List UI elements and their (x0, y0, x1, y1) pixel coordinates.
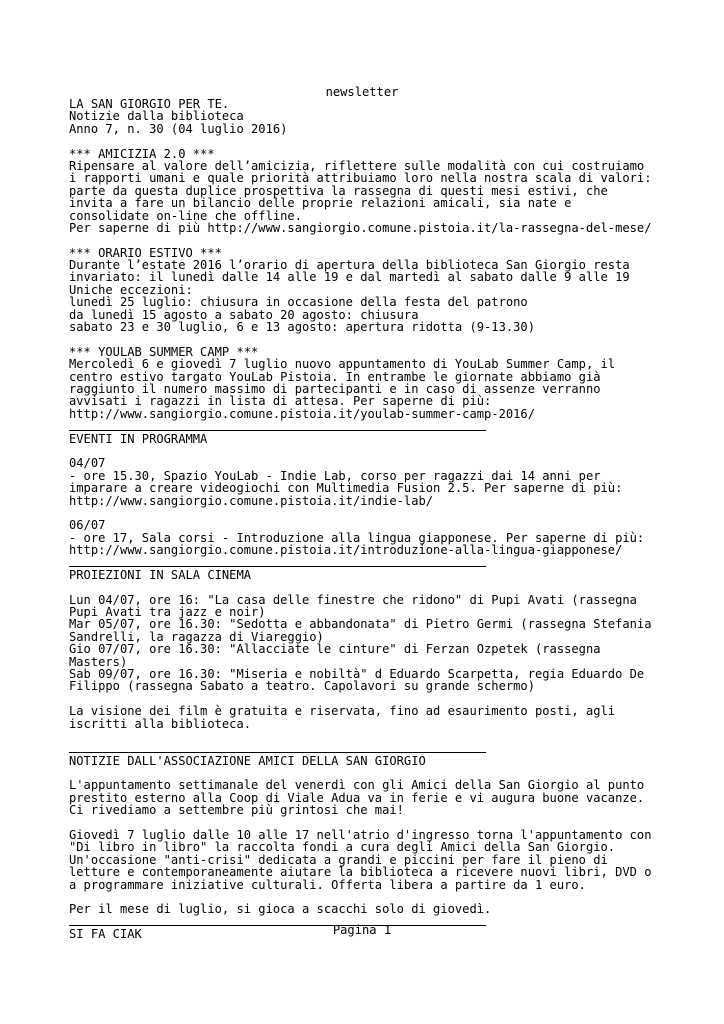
orario-line: da lunedì 15 agosto a sabato 20 agosto: chiusura (69, 307, 419, 322)
youlab-line: centro estivo targato YouLab Pistoia. In entrambe le giornate abbiamo già (69, 369, 601, 384)
event-date: 04/07 (69, 456, 106, 471)
cinema-line: Sandrelli, la ragazza di Viareggio) (69, 629, 324, 644)
section-divider (69, 742, 719, 754)
amicizia-line: parte da questa duplice prospettiva la rassegna di questi mesi estivi, che (69, 183, 608, 198)
amicizia-line: i rapporti umani e quale priorità attribuiamo loro nella nostra scala di valori: (69, 171, 652, 186)
section-title-youlab: *** YOULAB SUMMER CAMP *** (69, 344, 259, 359)
newsletter-subtitle: Notizie dalla biblioteca (69, 109, 244, 124)
event-line: - ore 15.30, Spazio YouLab - Indie Lab, corso per ragazzi dai 14 anni per (69, 468, 601, 483)
youlab-line: Mercoledì 6 e giovedì 7 luglio nuovo appuntamento di YouLab Summer Camp, il (69, 357, 616, 372)
section-title-amicizia: *** AMICIZIA 2.0 *** (69, 146, 215, 161)
section-divider (69, 420, 719, 432)
event-link-line: http://www.sangiorgio.comune.pistoia.it/indie-lab/ (69, 493, 434, 508)
org-name: LA SAN GIORGIO PER TE. (69, 97, 230, 111)
orario-line: invariato: il lunedì dalle 14 alle 19 e dal martedì al sabato dalle 9 alle 19 (69, 270, 630, 285)
event-date: 06/07 (69, 518, 106, 533)
amicizia-link-line: Per saperne di più http://www.sangiorgio.comune.pistoia.it/la-rassegna-del-mese/ (69, 220, 652, 235)
section-title-amici: NOTIZIE DALL'ASSOCIAZIONE AMICI DELLA SAN GIORGIO (69, 753, 426, 768)
cinema-note-line: iscritti alla biblioteca. (69, 716, 252, 731)
amicizia-line: Ripensare al valore dell’amicizia, riflettere sulle modalità con cui costruiamo (69, 158, 645, 173)
amici-line: letture e contemporaneamente aiutare la biblioteca a ricevere nuovi libri, DVD o (69, 865, 652, 880)
cinema-note-line: La visione dei film è gratuita e riservata, fino ad esaurimento posti, agli (69, 704, 616, 719)
event-link-line: http://www.sangiorgio.comune.pistoia.it/introduzione-alla-lingua-giapponese/ (69, 543, 623, 558)
amici-line: Un'occasione "anti-crisi" dedicata a grandi e piccini per fare il pieno di (69, 852, 608, 867)
event-line: - ore 17, Sala corsi - Introduzione alla lingua giapponese. Per saperne di più: (69, 530, 645, 545)
newsletter-body (69, 98, 719, 941)
amici-line: "Di libro in libro" la raccolta fondi a cura degli Amici della San Giorgio. (69, 840, 616, 855)
cinema-line: Lun 04/07, ore 16: "La casa delle finestre che ridono" di Pupi Avati (rassegna (69, 592, 637, 607)
orario-line: lunedì 25 luglio: chiusura in occasione della festa del patrono (69, 295, 528, 310)
cinema-line: Sab 09/07, ore 16.30: "Miseria e nobiltà" d Eduardo Scarpetta, regia Eduardo De (69, 666, 645, 681)
section-title-orario: *** ORARIO ESTIVO *** (69, 245, 222, 260)
amici-line: Giovedì 7 luglio dalle 10 alle 17 nell'atrio d'ingresso torna l'appuntamento con (69, 828, 652, 843)
section-divider (69, 556, 719, 568)
cinema-line: Masters) (69, 654, 128, 669)
amici-line: a programmare iniziative culturali. Offerta libera a partire da 1 euro. (69, 877, 586, 892)
section-title-cinema: PROIEZIONI IN SALA CINEMA (69, 567, 252, 582)
youlab-line: avvisati i ragazzi in lista di attesa. Per saperne di più: (69, 394, 492, 409)
amici-line: prestito esterno alla Coop di Viale Adua va in ferie e vi augura buone vacanze. (69, 790, 645, 805)
orario-line: Uniche eccezioni: (69, 282, 193, 297)
cinema-line: Pupi Avati tra jazz e noir) (69, 605, 266, 620)
amici-line: Ci rivediamo a settembre più grintosi che mai! (69, 803, 404, 818)
amici-line: L'appuntamento settimanale del venerdì con gli Amici della San Giorgio al punto (69, 778, 645, 793)
youlab-line: raggiunto il numero massimo di partecipanti e in caso di assenze verranno (69, 381, 601, 396)
section-title-eventi: EVENTI IN PROGRAMMA (69, 431, 208, 446)
cinema-line: Filippo (rassegna Sabato a teatro. Capolavori su grande schermo) (69, 679, 535, 694)
youlab-link-line: http://www.sangiorgio.comune.pistoia.it/youlab-summer-camp-2016/ (69, 406, 535, 421)
amicizia-line: consolidate on-line che offline. (69, 208, 302, 223)
section-title-ciak: SI FA CIAK (69, 927, 142, 942)
header-title: newsletter (325, 85, 399, 99)
page-number: Pagina 1 (332, 923, 392, 937)
amicizia-line: invita a fare un bilancio delle proprie relazioni amicali, sia nate e (69, 196, 572, 211)
orario-line: sabato 23 e 30 luglio, 6 e 13 agosto: apertura ridotta (9-13.30) (69, 320, 535, 335)
issue-line: Anno 7, n. 30 (04 luglio 2016) (69, 121, 288, 136)
amici-line: Per il mese di luglio, si gioca a scacchi solo di giovedì. (69, 902, 492, 917)
event-line: imparare a creare videogiochi con Multimedia Fusion 2.5. Per saperne di più: (69, 481, 623, 496)
cinema-line: Gio 07/07, ore 16.30: "Allacciate le cinture" di Ferzan Ozpetek (rassegna (69, 642, 601, 657)
orario-line: Durante l’estate 2016 l’orario di apertura della biblioteca San Giorgio resta (69, 258, 630, 273)
cinema-line: Mar 05/07, ore 16.30: "Sedotta e abbandonata" di Pietro Germi (rassegna Stefania (69, 617, 652, 632)
